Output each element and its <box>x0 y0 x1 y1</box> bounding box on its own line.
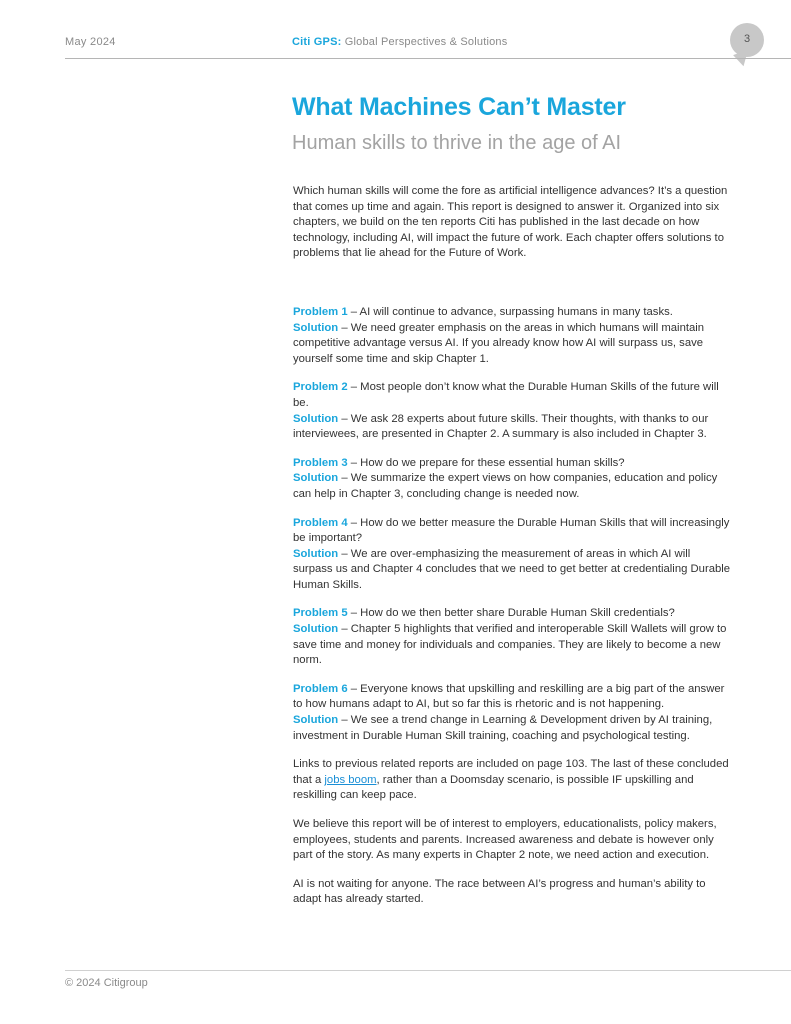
solution-label: Solution <box>293 623 339 636</box>
article-body <box>293 184 731 921</box>
related-reports-text-before: Links to previous related reports are included on page 103. The last of these concluded that a <box>293 758 729 786</box>
brand-name: Citi GPS: <box>292 36 342 48</box>
brand-tagline: Global Perspectives & Solutions <box>341 36 508 48</box>
problem-label: Problem 6 <box>293 682 348 695</box>
problem-text: – Everyone knows that upskilling and reskilling are a big part of the answer to how humans adapt to AI, but so far this is rhetoric and is not happening. <box>293 682 725 711</box>
page-title: What Machines Can’t Master <box>292 93 626 121</box>
header-divider <box>65 58 791 59</box>
solution-text: – Chapter 5 highlights that verified and interoperable Skill Wallets will grow to save time and money for individuals and companies. They are likely to become a new norm. <box>293 623 727 667</box>
problem-solution-block-5 <box>293 606 731 668</box>
problem-label: Problem 1 <box>293 305 348 318</box>
intro-paragraph: Which human skills will come the fore as artificial intelligence advances? It’s a question that comes up time and again. This report is designed to answer it. Organized into six chapters, we build on the ten reports Citi has published in the last decade on how technology, including AI, will impact the future of work. Each chapter offers solutions to problems that lie ahead for the Future of Work. <box>293 185 728 260</box>
problem-label: Problem 4 <box>293 516 348 529</box>
related-reports-paragraph <box>293 757 731 804</box>
related-reports-text-after: , rather than a Doomsday scenario, is possible IF upskilling and reskilling can keep pace. <box>293 773 694 802</box>
problem-text: – AI will continue to advance, surpassing humans in many tasks. <box>347 305 673 318</box>
jobs-boom-link[interactable]: jobs boom <box>324 773 377 786</box>
problem-text: – Most people don’t know what the Durable Human Skills of the future will be. <box>293 381 719 409</box>
problem-label: Problem 5 <box>293 607 348 620</box>
solution-label: Solution <box>293 412 339 425</box>
problem-solution-block-1 <box>293 305 731 367</box>
solution-text: – We summarize the expert views on how companies, education and policy can help in Chapter 3, concluding change is needed now. <box>293 472 718 500</box>
solution-label: Solution <box>293 714 339 727</box>
solution-text: – We see a trend change in Learning & Development driven by AI training, investment in Durable Human Skill training, coaching and psychological testing. <box>293 714 713 742</box>
problem-label: Problem 2 <box>293 381 348 394</box>
brand-line <box>292 36 507 48</box>
page-header <box>0 0 791 60</box>
solution-text: – We need greater emphasis on the areas in which humans will maintain competitive advantage versus AI. If you already know how AI will surpass us, save yourself some time and skip Chapter 1. <box>293 321 705 365</box>
solution-label: Solution <box>293 472 339 485</box>
closing-paragraph: AI is not waiting for anyone. The race between AI’s progress and human’s ability to adapt has already started. <box>293 877 706 906</box>
problem-solution-block-2 <box>293 380 731 442</box>
solution-text: – We are over-emphasizing the measurement of areas in which AI will surpass us and Chapter 4 concludes that we need to get better at credentialing Durable Human Skills. <box>293 547 731 591</box>
page-number-badge: 3 <box>730 23 764 57</box>
problem-solution-block-6 <box>293 682 731 744</box>
footer-divider <box>65 970 791 971</box>
report-date: May 2024 <box>65 36 116 48</box>
solution-label: Solution <box>293 547 339 560</box>
footer-copyright: © 2024 Citigroup <box>65 977 148 989</box>
problem-text: – How do we then better share Durable Human Skill credentials? <box>347 607 675 620</box>
problem-label: Problem 3 <box>293 456 348 469</box>
solution-text: – We ask 28 experts about future skills. Their thoughts, with thanks to our interviewees, are presented in Chapter 2. A summary is also included in Chapter 3. <box>293 412 709 441</box>
page-subtitle: Human skills to thrive in the age of AI <box>292 132 622 154</box>
problem-solution-block-4 <box>293 516 731 594</box>
audience-paragraph: We believe this report will be of interest to employers, educationalists, policy makers, employees, students and parents. Increased awareness and debate is however only part of the story. As many experts in Chapter 2 note, we need action and execution. <box>293 818 717 862</box>
problem-text: – How do we better measure the Durable Human Skills that will increasingly be important? <box>293 516 730 545</box>
problem-solution-block-3 <box>293 456 731 503</box>
solution-label: Solution <box>293 321 339 334</box>
problem-text: – How do we prepare for these essential human skills? <box>347 456 625 469</box>
